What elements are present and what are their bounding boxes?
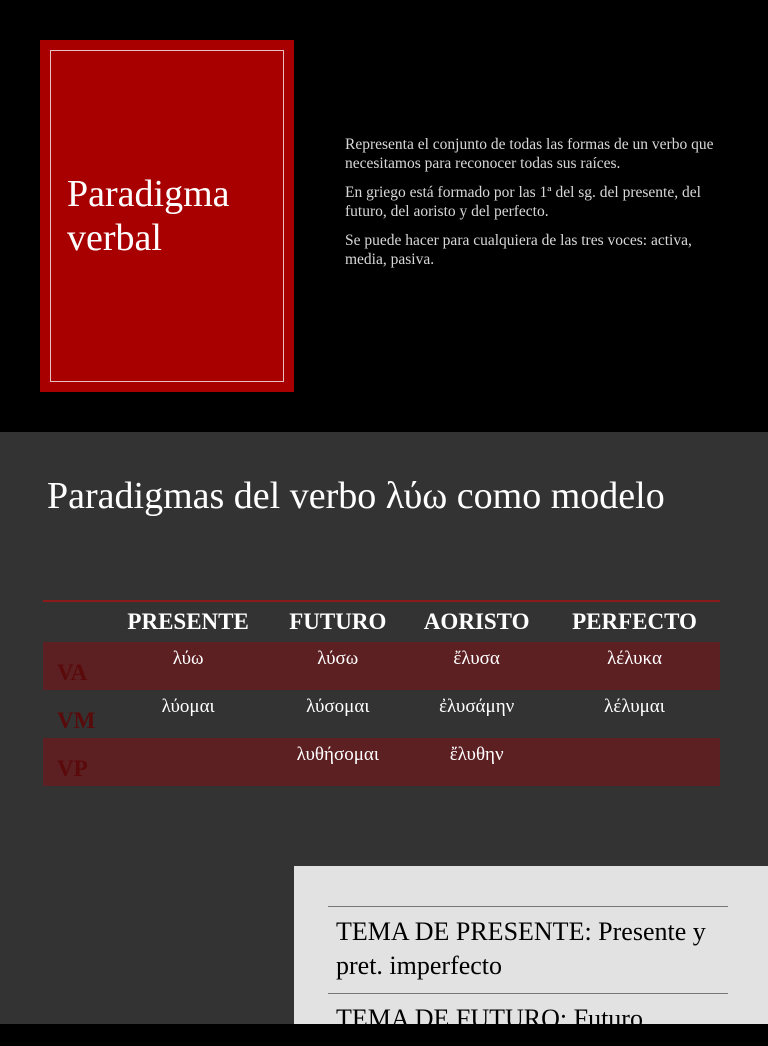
slide-title: Paradigma verbal <box>67 173 230 259</box>
row-label: VP <box>43 738 105 786</box>
row-label: VM <box>43 690 105 738</box>
paradigm-table <box>43 600 720 786</box>
description-paragraph-1: Representa el conjunto de todas las formas de un verbo que necesitamos para reconocer todas sus raíces. <box>345 136 714 172</box>
header-presente: PRESENTE <box>127 609 249 634</box>
table-cell: λύσομαι <box>271 690 404 738</box>
description-paragraph-3: Se puede hacer para cualquiera de las tres voces: activa, media, pasiva. <box>345 232 692 268</box>
header-perfecto: PERFECTO <box>572 609 697 634</box>
table-cell <box>549 738 720 786</box>
themes-panel <box>294 866 768 1033</box>
title-panel <box>40 40 294 392</box>
header-aoristo: AORISTO <box>423 609 530 634</box>
table-cell: ἐλυσάμην <box>404 690 549 738</box>
theme-item-presente: TEMA DE PRESENTE: Presente y pret. imperfecto <box>328 906 728 993</box>
description <box>345 135 725 279</box>
slide-title: Paradigmas del verbo λύω como modelo <box>47 475 665 517</box>
row-label: VA <box>43 642 105 690</box>
themes-list <box>328 906 728 1046</box>
slide-paradigms <box>0 432 768 1033</box>
table-cell: ἔλυσα <box>404 642 549 690</box>
table-row <box>43 738 720 786</box>
table-cell: λύομαι <box>105 690 271 738</box>
table-cell: λέλυκα <box>549 642 720 690</box>
table-row <box>43 690 720 738</box>
header-empty <box>43 601 105 642</box>
slide-intro <box>0 0 768 432</box>
theme-item-futuro: TEMA DE FUTURO: Futuro <box>328 993 728 1046</box>
table-row <box>43 642 720 690</box>
table-cell: λέλυμαι <box>549 690 720 738</box>
header-futuro: FUTURO <box>289 609 387 634</box>
description-paragraph-2: En griego está formado por las 1ª del sg. del presente, del futuro, del aoristo y del perfecto. <box>345 184 701 220</box>
table-cell: λύω <box>105 642 271 690</box>
table-cell <box>105 738 271 786</box>
table-cell: λύσω <box>271 642 404 690</box>
table-header-row <box>43 601 720 642</box>
table-cell: λυθήσομαι <box>271 738 404 786</box>
table-cell: ἔλυθην <box>404 738 549 786</box>
